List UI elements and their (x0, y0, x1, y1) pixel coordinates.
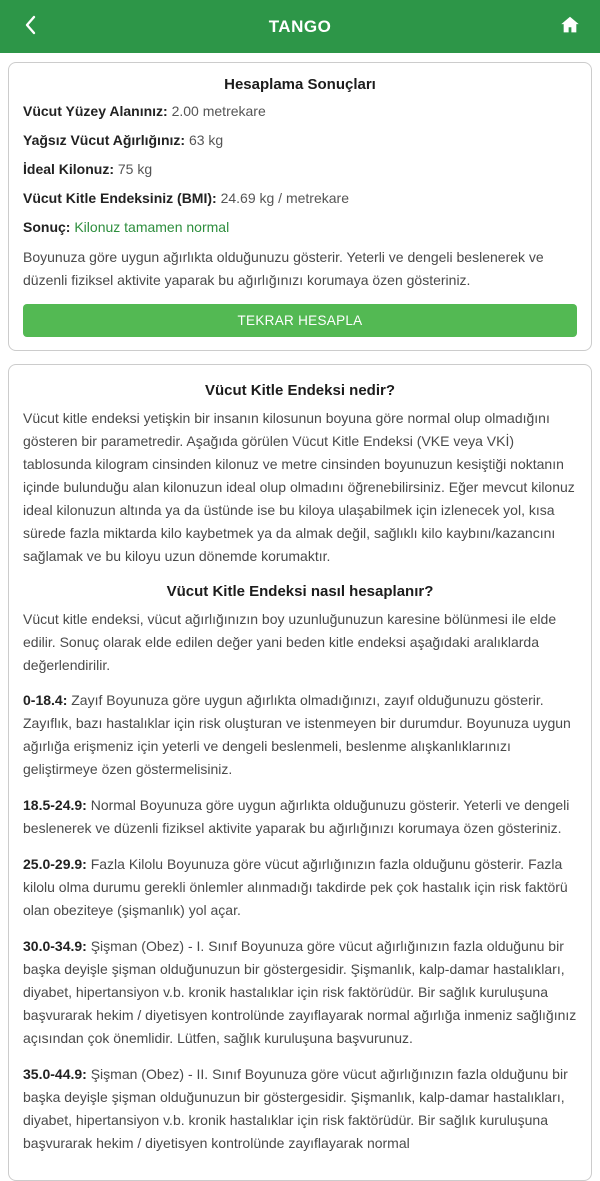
range-label: 0-18.4: (23, 692, 68, 709)
result-row-body-surface (23, 102, 577, 121)
range-label: 30.0-34.9: (23, 937, 87, 954)
bmi-how-paragraph: Vücut kitle endeksi, vücut ağırlığınızın boy uzunluğunuzun karesine bölünmesi ile elde edilir. Sonuç olarak elde edilen değer yani beden kitle endeksi aşağıdaki aralıklarda değerlendirilir. (23, 611, 557, 674)
result-label: Vücut Yüzey Alanınız: (23, 103, 168, 119)
bmi-info-card (8, 364, 592, 1181)
result-value: 63 kg (188, 131, 224, 148)
range-text: Zayıf Boyunuza göre uygun ağırlıkta olmadığınızı, zayıf olduğunuzu gösterir. Zayıflık, bazı hastalıklar için risk oluşturan ve istenmeyen bir durumdur. Boyunuza uygun ağırlığa erişmeniz için yeterli ve dengeli beslenmeli, beslenme alışkanlıklarınızı geliştirmeye özen göstermelisiniz. (23, 692, 571, 778)
result-row-lean-mass (23, 131, 577, 150)
result-value: 2.00 metrekare (171, 103, 266, 119)
bmi-what-paragraph: Vücut kitle endeksi yetişkin bir insanın kilosunun boyuna göre normal olup olmadığını gösteren bir parametredir. Aşağıda görülen Vücut Kitle Endeksi (VKE veya VKİ) tablosunda kilogram cinsinden kilonuz ve metre cinsinden boyunuzun kesiştiği noktanın içinde bulunduğu alan kilonuzun ideal olup olmadını öğrenebilirsiniz. Eğer mevcut kilonuz ideal kilonuzun altında ya da üstünde ise bu kiloya ulaşabilmek için izlenecek yol, kısa sürede fazla miktarda kilo kaybetmek ya da almak değil, sağlıklı kilo kaybını/kazancını sağlamak ve bu kiloyu uzun dönemde korumaktır. (23, 409, 575, 564)
range-text: Şişman (Obez) - I. Sınıf Boyunuza göre vücut ağırlığınızın fazla olduğunu bir başka deyişle şişman olduğunuzun bir göstergesidir. Şişmanlık, kalp-damar hastalıkları, diyabet, hipertansiyon v.b. kronik hastalıklar için risk faktörüdür. Bir sağlık kuruluşuna başvurarak hekim / diyetisyen kontrolünde zayıflayarak normal ağırlığa inmeniz sağlığınız açısından çok önemlidir. Lütfen, sağlık kuruluşuna başvurunuz. (23, 937, 577, 1046)
result-label: Sonuç: (23, 218, 71, 235)
range-label: 35.0-44.9: (23, 1065, 87, 1082)
result-value: 75 kg (117, 160, 153, 177)
result-row-verdict (23, 218, 577, 237)
result-value: 24.69 kg / metrekare (220, 189, 349, 206)
range-text: Normal Boyunuza göre uygun ağırlıkta olduğunuzu gösterir. Yeterli ve dengeli beslenerek ve düzenli fiziksel aktivite yaparak bu ağırlığınızı korumaya özen gösteriniz. (23, 797, 570, 837)
results-card (8, 62, 592, 351)
range-label: 18.5-24.9: (23, 797, 87, 814)
range-text: Şişman (Obez) - II. Sınıf Boyunuza göre vücut ağırlığınızın fazla olduğunu bir başka deyişle şişman olduğunuzun bir göstergesidir. Şişmanlık, kalp-damar hastalıkları, diyabet, hipertansiyon v.b. kronik hastalıklar için risk faktörüdür. Bir sağlık kuruluşuna başvurarak hekim / diyetisyen kontrolünde zayıflayarak normal (23, 1065, 568, 1151)
range-text: Fazla Kilolu Boyunuza göre vücut ağırlığınızın fazla olduğunu gösterir. Fazla kilolu olma durumu gerekli önlemler alınmadığı takdirde pek çok hastalık için risk faktörü olan obeziteye (şişmanlık) yol açar. (23, 856, 568, 918)
result-row-bmi (23, 189, 577, 208)
range-label: 25.0-29.9: (23, 856, 87, 873)
home-icon (559, 14, 581, 39)
results-heading: Hesaplama Sonuçları (224, 76, 376, 93)
app-header (0, 0, 600, 53)
result-label: Vücut Kitle Endeksiniz (BMI): (23, 189, 217, 206)
home-button[interactable] (556, 13, 584, 41)
bmi-range-overweight (23, 853, 577, 922)
verdict-value: Kilonuz tamamen normal (74, 218, 230, 235)
bmi-range-obese-1 (23, 935, 577, 1050)
chevron-left-icon (24, 15, 37, 38)
recalculate-button[interactable]: TEKRAR HESAPLA (23, 304, 577, 337)
bmi-range-normal (23, 794, 577, 840)
bmi-range-obese-2 (23, 1063, 577, 1155)
result-label: İdeal Kilonuz: (23, 160, 114, 177)
bmi-what-heading: Vücut Kitle Endeksi nedir? (204, 381, 396, 399)
result-description: Boyunuza göre uygun ağırlıkta olduğunuzu gösterir. Yeterli ve dengeli beslenerek ve düzenli fiziksel aktivite yaparak bu ağırlığınızı korumaya özen gösteriniz. (23, 249, 544, 289)
bmi-range-underweight (23, 689, 577, 781)
back-button[interactable] (16, 13, 44, 41)
result-label: Yağsız Vücut Ağırlığınız: (23, 131, 186, 148)
result-row-ideal-weight (23, 160, 577, 179)
page-title: TANGO (268, 16, 332, 36)
bmi-how-heading: Vücut Kitle Endeksi nasıl hesaplanır? (166, 583, 434, 601)
